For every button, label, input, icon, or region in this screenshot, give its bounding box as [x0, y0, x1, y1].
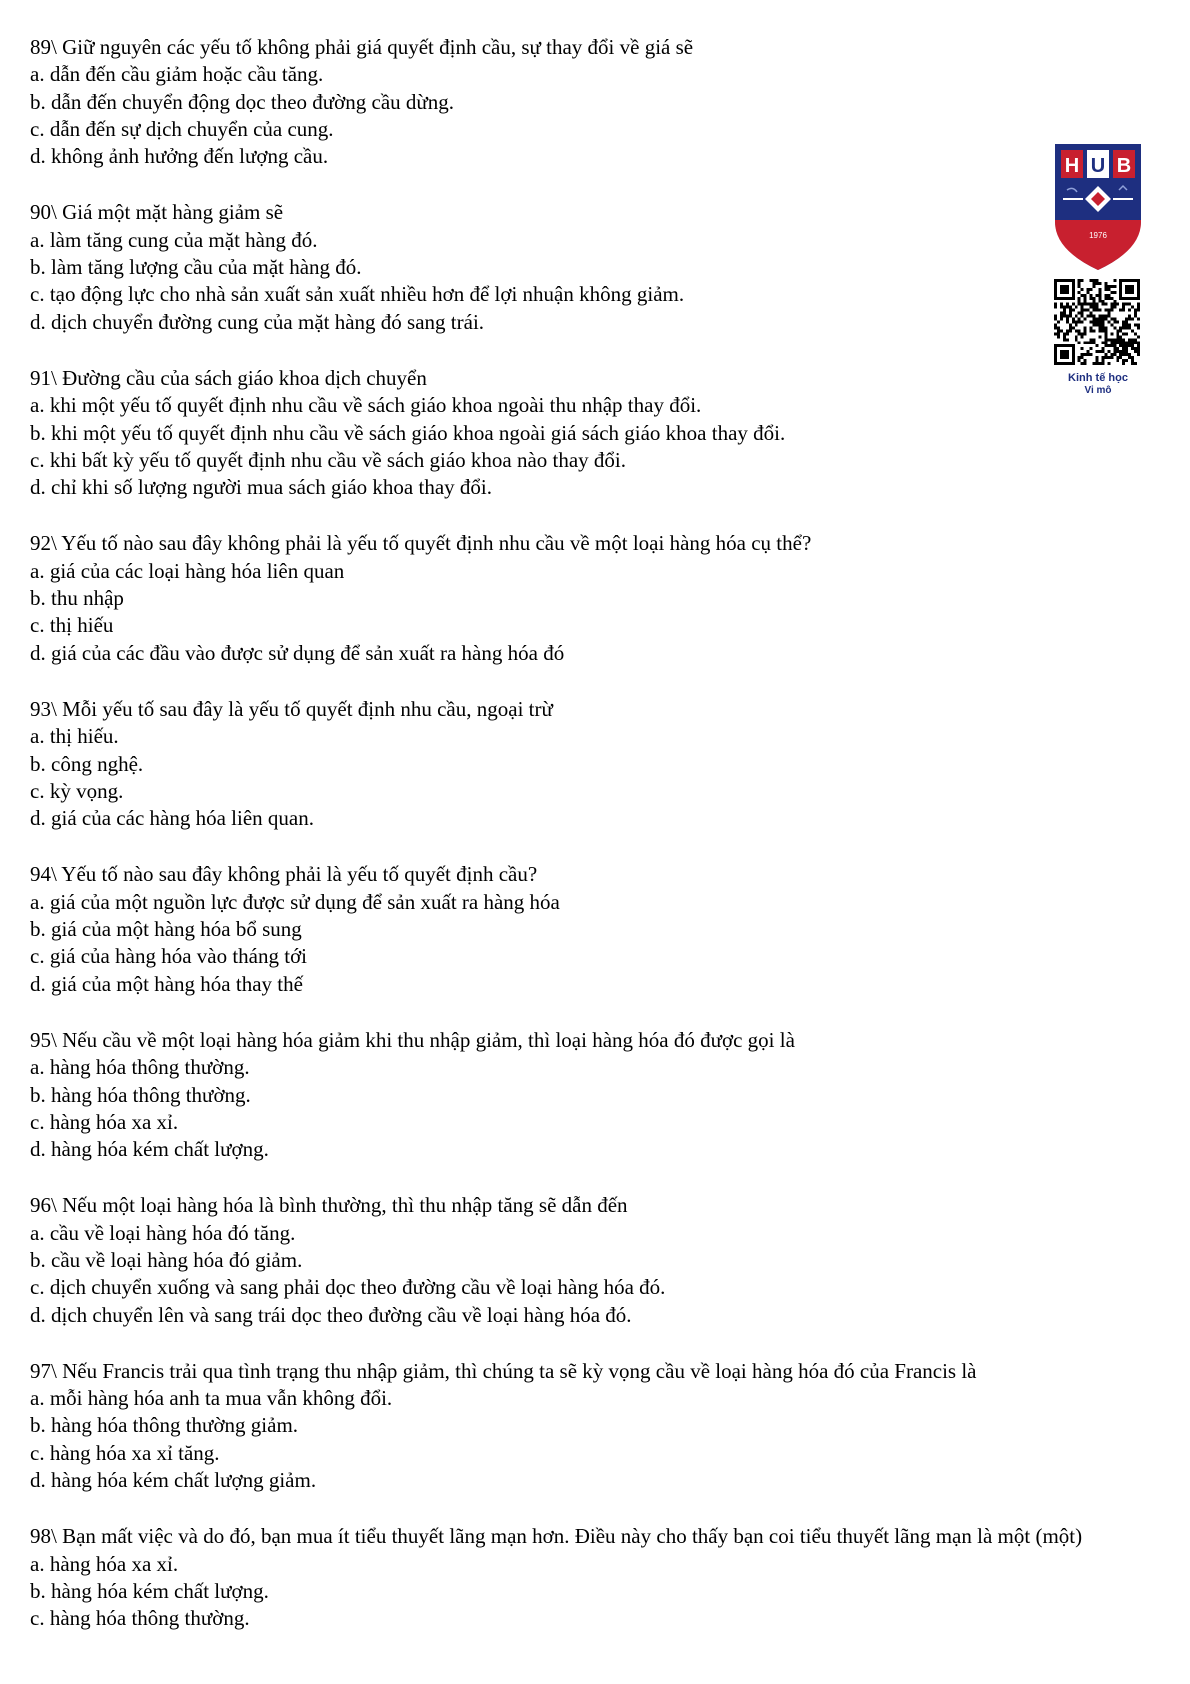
- question-block: [30, 696, 1150, 832]
- answer-option: c. hàng hóa xa xỉ.: [30, 1109, 179, 1134]
- answer-option: b. làm tăng lượng cầu của mặt hàng đó.: [30, 255, 362, 280]
- answer-option: d. hàng hóa kém chất lượng.: [30, 1137, 269, 1162]
- answer-option: a. làm tăng cung của mặt hàng đó.: [30, 227, 318, 252]
- logo-year: 1976: [1089, 231, 1107, 240]
- answer-option: a. thị hiếu.: [30, 724, 119, 749]
- answer-option: b. dẫn đến chuyển động dọc theo đường cầu dừng.: [30, 89, 455, 114]
- answer-option: a. khi một yếu tố quyết định nhu cầu về sách giáo khoa ngoài thu nhập thay đổi.: [30, 393, 702, 418]
- answer-option: a. hàng hóa thông thường.: [30, 1055, 250, 1080]
- answer-option: d. giá của các đầu vào được sử dụng để sản xuất ra hàng hóa đó: [30, 640, 565, 665]
- answer-option: c. hàng hóa thông thường.: [30, 1606, 250, 1631]
- answer-option: b. hàng hóa thông thường giảm.: [30, 1413, 299, 1438]
- question-block: [30, 1027, 1150, 1163]
- answer-option: d. giá của các hàng hóa liên quan.: [30, 806, 314, 831]
- question-block: [30, 530, 1150, 666]
- answer-option: d. dịch chuyển đường cung của mặt hàng đó sang trái.: [30, 309, 485, 334]
- answer-option: c. dẫn đến sự dịch chuyển của cung.: [30, 116, 334, 141]
- answer-option: a. hàng hóa xa xỉ.: [30, 1551, 179, 1576]
- brand-line-2: Vi mô: [1084, 385, 1112, 396]
- answer-option: a. giá của các loại hàng hóa liên quan: [30, 558, 345, 583]
- answer-option: c. khi bất kỳ yếu tố quyết định nhu cầu về sách giáo khoa nào thay đổi.: [30, 447, 627, 472]
- answer-option: d. dịch chuyển lên và sang trái dọc theo đường cầu về loại hàng hóa đó.: [30, 1302, 632, 1327]
- answer-option: b. khi một yếu tố quyết định nhu cầu về sách giáo khoa ngoài giá sách giáo khoa thay đổi.: [30, 420, 786, 445]
- logo-letter-h: H: [1064, 155, 1080, 177]
- question-block: [30, 34, 1150, 170]
- answer-option: d. chỉ khi số lượng người mua sách giáo khoa thay đổi.: [30, 475, 492, 500]
- answer-option: a. giá của một nguồn lực được sử dụng để sản xuất ra hàng hóa: [30, 889, 560, 914]
- logo-letter-b: B: [1116, 155, 1132, 177]
- question-block: [30, 861, 1150, 997]
- answer-option: a. dẫn đến cầu giảm hoặc cầu tăng.: [30, 62, 324, 87]
- answer-option: c. giá của hàng hóa vào tháng tới: [30, 944, 308, 969]
- question-stem: 91\ Đường cầu của sách giáo khoa dịch chuyển: [30, 365, 427, 390]
- question-block: [30, 1523, 1150, 1632]
- question-block: [30, 1192, 1150, 1328]
- brand-label: [1048, 372, 1148, 397]
- question-list: [30, 34, 1150, 1662]
- qr-code: [1054, 279, 1140, 365]
- answer-option: c. thị hiếu: [30, 613, 114, 638]
- question-stem: 92\ Yếu tố nào sau đây không phải là yếu tố quyết định nhu cầu về một loại hàng hóa cụ thể?: [30, 531, 812, 556]
- question-stem: 96\ Nếu một loại hàng hóa là bình thường, thì thu nhập tăng sẽ dẫn đến: [30, 1193, 628, 1218]
- answer-option: b. giá của một hàng hóa bổ sung: [30, 917, 302, 942]
- question-stem: 98\ Bạn mất việc và do đó, bạn mua ít tiểu thuyết lãng mạn hơn. Điều này cho thấy bạn coi tiểu thuyết lãng mạn là một (một): [30, 1524, 1083, 1549]
- answer-option: c. hàng hóa xa xỉ tăng.: [30, 1440, 220, 1465]
- logo-letter-u: U: [1090, 155, 1106, 177]
- question-stem: 93\ Mỗi yếu tố sau đây là yếu tố quyết định nhu cầu, ngoại trừ: [30, 696, 553, 721]
- question-stem: 89\ Giữ nguyên các yếu tố không phải giá quyết định cầu, sự thay đổi về giá sẽ: [30, 35, 694, 59]
- answer-option: a. mỗi hàng hóa anh ta mua vẫn không đổi.: [30, 1386, 393, 1411]
- question-block: [30, 1358, 1150, 1494]
- answer-option: b. cầu về loại hàng hóa đó giảm.: [30, 1247, 303, 1272]
- answer-option: d. không ảnh hưởng đến lượng cầu.: [30, 144, 329, 169]
- question-stem: 97\ Nếu Francis trải qua tình trạng thu nhập giảm, thì chúng ta sẽ kỳ vọng cầu về loại hàng hóa đó của Francis là: [30, 1358, 977, 1383]
- question-stem: 95\ Nếu cầu về một loại hàng hóa giảm khi thu nhập giảm, thì loại hàng hóa đó được gọi là: [30, 1027, 795, 1052]
- answer-option: b. thu nhập: [30, 586, 124, 611]
- answer-option: b. công nghệ.: [30, 751, 144, 776]
- question-block: [30, 365, 1150, 501]
- answer-option: b. hàng hóa kém chất lượng.: [30, 1578, 269, 1603]
- answer-option: c. tạo động lực cho nhà sản xuất sản xuất nhiều hơn để lợi nhuận không giảm.: [30, 282, 685, 307]
- answer-option: c. kỳ vọng.: [30, 778, 124, 803]
- answer-option: a. cầu về loại hàng hóa đó tăng.: [30, 1220, 296, 1245]
- brand-line-1: Kinh tế học: [1068, 372, 1128, 384]
- answer-option: b. hàng hóa thông thường.: [30, 1082, 251, 1107]
- answer-option: d. giá của một hàng hóa thay thế: [30, 971, 303, 996]
- answer-option: d. hàng hóa kém chất lượng giảm.: [30, 1468, 317, 1493]
- answer-option: c. dịch chuyển xuống và sang phải dọc theo đường cầu về loại hàng hóa đó.: [30, 1275, 666, 1300]
- question-block: [30, 199, 1150, 335]
- hub-logo: [1053, 142, 1143, 272]
- question-stem: 90\ Giá một mặt hàng giảm sẽ: [30, 200, 284, 225]
- question-stem: 94\ Yếu tố nào sau đây không phải là yếu tố quyết định cầu?: [30, 862, 538, 887]
